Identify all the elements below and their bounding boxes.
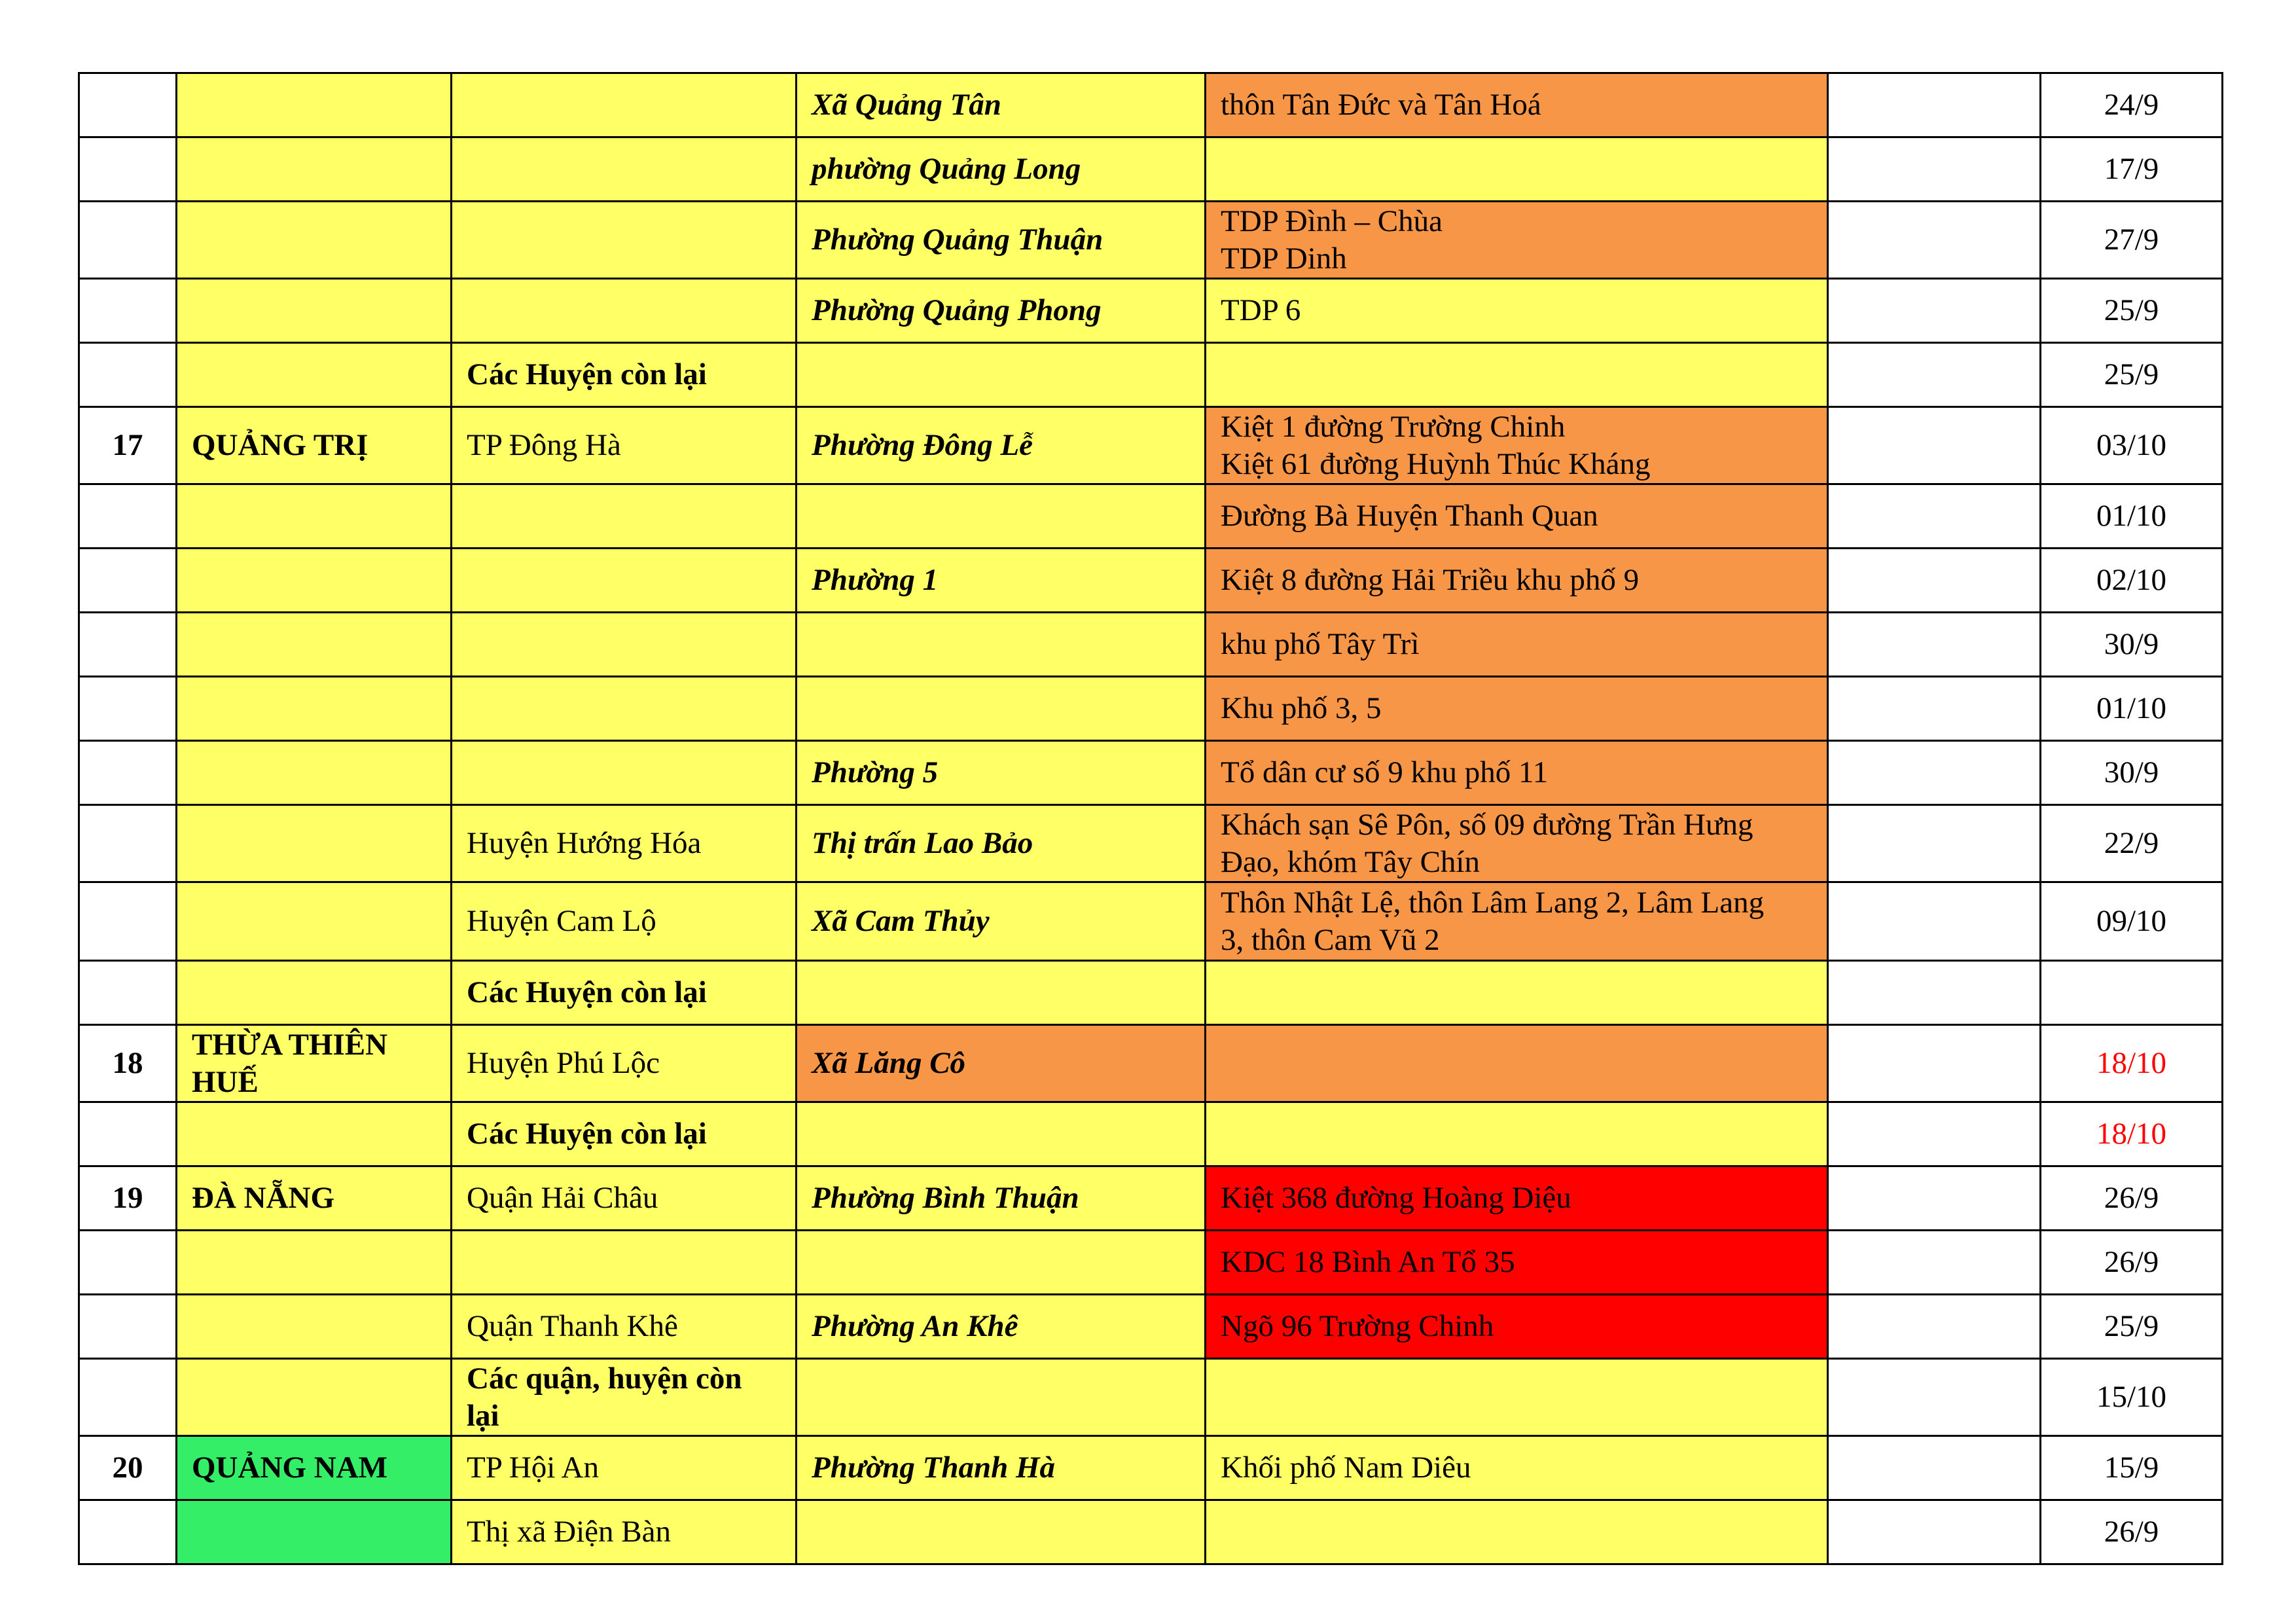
- area-cell: [1206, 1500, 1828, 1564]
- ward-cell: [797, 613, 1206, 677]
- ward-cell: Xã Quảng Tân: [797, 73, 1206, 137]
- district-cell: Huyện Hướng Hóa: [452, 805, 797, 882]
- area-cell: [1206, 343, 1828, 407]
- ward-cell: Phường Quảng Thuận: [797, 202, 1206, 279]
- area-cell: [1206, 549, 1828, 613]
- stt-cell: [79, 549, 177, 613]
- area-cell: [1206, 882, 1828, 961]
- note-cell: [1828, 343, 2041, 407]
- area-cell: [1206, 137, 1828, 202]
- district-cell: Các Huyện còn lại: [452, 343, 797, 407]
- area-cell: [1206, 1231, 1828, 1295]
- date-cell: 24/9: [2041, 73, 2223, 137]
- note-cell: [1828, 73, 2041, 137]
- ward-cell: phường Quảng Long: [797, 137, 1206, 202]
- date-cell: 30/9: [2041, 741, 2223, 805]
- district-cell: [452, 677, 797, 741]
- table-row: [79, 1025, 2223, 1102]
- stt-cell: [79, 961, 177, 1025]
- area-line: Khu phố 3, 5: [1221, 691, 1382, 725]
- ward-cell: Xã Cam Thủy: [797, 882, 1206, 961]
- note-cell: [1828, 613, 2041, 677]
- table-row: [79, 279, 2223, 343]
- stt-cell: [79, 1500, 177, 1564]
- area-line: Tổ dân cư số 9 khu phố 11: [1221, 755, 1549, 789]
- area-line: Thôn Nhật Lệ, thôn Lâm Lang 2, Lâm Lang: [1221, 885, 1765, 920]
- area-cell: [1206, 1436, 1828, 1500]
- area-cell: [1206, 677, 1828, 741]
- ward-cell: Thị trấn Lao Bảo: [797, 805, 1206, 882]
- area-cell: [1206, 961, 1828, 1025]
- date-cell: 01/10: [2041, 677, 2223, 741]
- note-cell: [1828, 677, 2041, 741]
- table-row: [79, 961, 2223, 1025]
- area-line: thôn Tân Đức và Tân Hoá: [1221, 88, 1541, 122]
- province-cell: [177, 805, 452, 882]
- ward-cell: Phường 1: [797, 549, 1206, 613]
- date-cell: 27/9: [2041, 202, 2223, 279]
- district-cell: Quận Hải Châu: [452, 1166, 797, 1231]
- ward-cell: [797, 1359, 1206, 1436]
- district-cell: Các quận, huyện còn lại: [452, 1359, 797, 1436]
- table-row: [79, 73, 2223, 137]
- district-cell: Các Huyện còn lại: [452, 961, 797, 1025]
- date-cell: 26/9: [2041, 1231, 2223, 1295]
- date-cell: 17/9: [2041, 137, 2223, 202]
- ward-cell: [797, 961, 1206, 1025]
- province-cell: [177, 484, 452, 549]
- ward-cell: [797, 1500, 1206, 1564]
- note-cell: [1828, 882, 2041, 961]
- district-cell: [452, 279, 797, 343]
- province-cell: QUẢNG NAM: [177, 1436, 452, 1500]
- area-line: TDP Dinh: [1221, 241, 1347, 276]
- table-body: [79, 73, 2223, 1564]
- province-cell: [177, 882, 452, 961]
- area-cell: [1206, 407, 1828, 484]
- area-cell: [1206, 1166, 1828, 1231]
- province-cell: [177, 1295, 452, 1359]
- district-cell: [452, 202, 797, 279]
- date-cell: 25/9: [2041, 343, 2223, 407]
- area-line: Kiệt 1 đường Trường Chinh: [1221, 409, 1566, 444]
- area-line: KDC 18 Bình An Tổ 35: [1221, 1245, 1515, 1279]
- stt-cell: [79, 882, 177, 961]
- table-row: [79, 1166, 2223, 1231]
- note-cell: [1828, 1231, 2041, 1295]
- date-cell: [2041, 961, 2223, 1025]
- province-cell: [177, 1359, 452, 1436]
- table-row: [79, 484, 2223, 549]
- note-cell: [1828, 202, 2041, 279]
- table-row: [79, 741, 2223, 805]
- area-line: Khối phố Nam Diêu: [1221, 1451, 1471, 1485]
- table-row: [79, 343, 2223, 407]
- note-cell: [1828, 1295, 2041, 1359]
- note-cell: [1828, 549, 2041, 613]
- date-cell: 26/9: [2041, 1500, 2223, 1564]
- district-cell: [452, 484, 797, 549]
- district-cell: [452, 741, 797, 805]
- area-line: Đường Bà Huyện Thanh Quan: [1221, 499, 1598, 533]
- district-cell: TP Đông Hà: [452, 407, 797, 484]
- table-row: [79, 613, 2223, 677]
- district-cell: Huyện Phú Lộc: [452, 1025, 797, 1102]
- table-row: [79, 1500, 2223, 1564]
- area-cell: [1206, 613, 1828, 677]
- district-cell: Quận Thanh Khê: [452, 1295, 797, 1359]
- stt-cell: [79, 677, 177, 741]
- stt-cell: [79, 741, 177, 805]
- area-line: khu phố Tây Trì: [1221, 627, 1420, 661]
- table-row: [79, 1295, 2223, 1359]
- area-cell: [1206, 1295, 1828, 1359]
- district-cell: Thị xã Điện Bàn: [452, 1500, 797, 1564]
- stt-cell: [79, 484, 177, 549]
- table-row: [79, 137, 2223, 202]
- table-row: [79, 1102, 2223, 1166]
- area-cell: [1206, 73, 1828, 137]
- date-cell: 18/10: [2041, 1102, 2223, 1166]
- ward-cell: Phường Bình Thuận: [797, 1166, 1206, 1231]
- stt-cell: 17: [79, 407, 177, 484]
- date-cell: 22/9: [2041, 805, 2223, 882]
- note-cell: [1828, 805, 2041, 882]
- table-row: [79, 549, 2223, 613]
- stt-cell: [79, 73, 177, 137]
- date-cell: 30/9: [2041, 613, 2223, 677]
- note-cell: [1828, 1025, 2041, 1102]
- table-row: [79, 1436, 2223, 1500]
- date-cell: 18/10: [2041, 1025, 2223, 1102]
- area-line: Ngõ 96 Trường Chinh: [1221, 1309, 1494, 1343]
- stt-cell: [79, 279, 177, 343]
- area-cell: [1206, 484, 1828, 549]
- note-cell: [1828, 484, 2041, 549]
- date-cell: 02/10: [2041, 549, 2223, 613]
- province-cell: [177, 343, 452, 407]
- district-cell: [452, 137, 797, 202]
- date-cell: 15/9: [2041, 1436, 2223, 1500]
- province-cell: [177, 741, 452, 805]
- district-cell: [452, 549, 797, 613]
- area-cell: [1206, 1025, 1828, 1102]
- stt-cell: [79, 202, 177, 279]
- district-cell: Các Huyện còn lại: [452, 1102, 797, 1166]
- ward-cell: Phường 5: [797, 741, 1206, 805]
- area-line: Kiệt 61 đường Huỳnh Thúc Kháng: [1221, 446, 1651, 481]
- area-line: TDP 6: [1221, 293, 1301, 327]
- date-cell: 01/10: [2041, 484, 2223, 549]
- province-cell: [177, 137, 452, 202]
- province-cell: [177, 1231, 452, 1295]
- province-cell: ĐÀ NẴNG: [177, 1166, 452, 1231]
- note-cell: [1828, 279, 2041, 343]
- area-line: Đạo, khóm Tây Chín: [1221, 844, 1480, 879]
- area-line: Kiệt 8 đường Hải Triều khu phố 9: [1221, 563, 1640, 597]
- stt-cell: [79, 1295, 177, 1359]
- note-cell: [1828, 1436, 2041, 1500]
- district-cell: [452, 1231, 797, 1295]
- stt-cell: [79, 343, 177, 407]
- ward-cell: Phường Quảng Phong: [797, 279, 1206, 343]
- area-cell: [1206, 1359, 1828, 1436]
- ward-cell: [797, 1102, 1206, 1166]
- note-cell: [1828, 1359, 2041, 1436]
- area-line: Khách sạn Sê Pôn, số 09 đường Trần Hưng: [1221, 807, 1753, 842]
- area-line: TDP Đình – Chùa: [1221, 204, 1443, 238]
- province-cell: [177, 549, 452, 613]
- date-cell: 26/9: [2041, 1166, 2223, 1231]
- date-cell: 25/9: [2041, 279, 2223, 343]
- table-row: [79, 677, 2223, 741]
- province-cell: [177, 961, 452, 1025]
- stt-cell: 20: [79, 1436, 177, 1500]
- note-cell: [1828, 1102, 2041, 1166]
- note-cell: [1828, 407, 2041, 484]
- area-line: 3, thôn Cam Vũ 2: [1221, 922, 1440, 957]
- date-cell: 09/10: [2041, 882, 2223, 961]
- stt-cell: 18: [79, 1025, 177, 1102]
- table-row: [79, 882, 2223, 961]
- province-cell: [177, 1102, 452, 1166]
- date-cell: 25/9: [2041, 1295, 2223, 1359]
- area-line: Kiệt 368 đường Hoàng Diệu: [1221, 1181, 1571, 1215]
- ward-cell: [797, 677, 1206, 741]
- province-cell: [177, 613, 452, 677]
- stt-cell: [79, 805, 177, 882]
- province-cell: THỪA THIÊN HUẾ: [177, 1025, 452, 1102]
- district-cell: [452, 73, 797, 137]
- note-cell: [1828, 961, 2041, 1025]
- stt-cell: [79, 1359, 177, 1436]
- province-cell: [177, 73, 452, 137]
- district-cell: TP Hội An: [452, 1436, 797, 1500]
- area-cell: [1206, 805, 1828, 882]
- stt-cell: [79, 613, 177, 677]
- ward-cell: [797, 484, 1206, 549]
- area-cell: [1206, 279, 1828, 343]
- note-cell: [1828, 741, 2041, 805]
- ward-cell: Phường Thanh Hà: [797, 1436, 1206, 1500]
- province-cell: [177, 1500, 452, 1564]
- table-row: [79, 1231, 2223, 1295]
- outbreak-area-table: [78, 72, 2223, 1565]
- table-row: [79, 407, 2223, 484]
- ward-cell: [797, 1231, 1206, 1295]
- stt-cell: 19: [79, 1166, 177, 1231]
- table-row: [79, 202, 2223, 279]
- area-cell: [1206, 1102, 1828, 1166]
- table-row: [79, 805, 2223, 882]
- province-cell: QUẢNG TRỊ: [177, 407, 452, 484]
- note-cell: [1828, 137, 2041, 202]
- area-cell: [1206, 202, 1828, 279]
- area-cell: [1206, 741, 1828, 805]
- date-cell: 15/10: [2041, 1359, 2223, 1436]
- district-cell: [452, 613, 797, 677]
- stt-cell: [79, 137, 177, 202]
- district-cell: Huyện Cam Lộ: [452, 882, 797, 961]
- stt-cell: [79, 1102, 177, 1166]
- province-cell: [177, 279, 452, 343]
- note-cell: [1828, 1166, 2041, 1231]
- province-cell: [177, 202, 452, 279]
- stt-cell: [79, 1231, 177, 1295]
- note-cell: [1828, 1500, 2041, 1564]
- ward-cell: Phường An Khê: [797, 1295, 1206, 1359]
- ward-cell: Phường Đông Lễ: [797, 407, 1206, 484]
- date-cell: 03/10: [2041, 407, 2223, 484]
- ward-cell: Xã Lăng Cô: [797, 1025, 1206, 1102]
- ward-cell: [797, 343, 1206, 407]
- table-row: [79, 1359, 2223, 1436]
- province-cell: [177, 677, 452, 741]
